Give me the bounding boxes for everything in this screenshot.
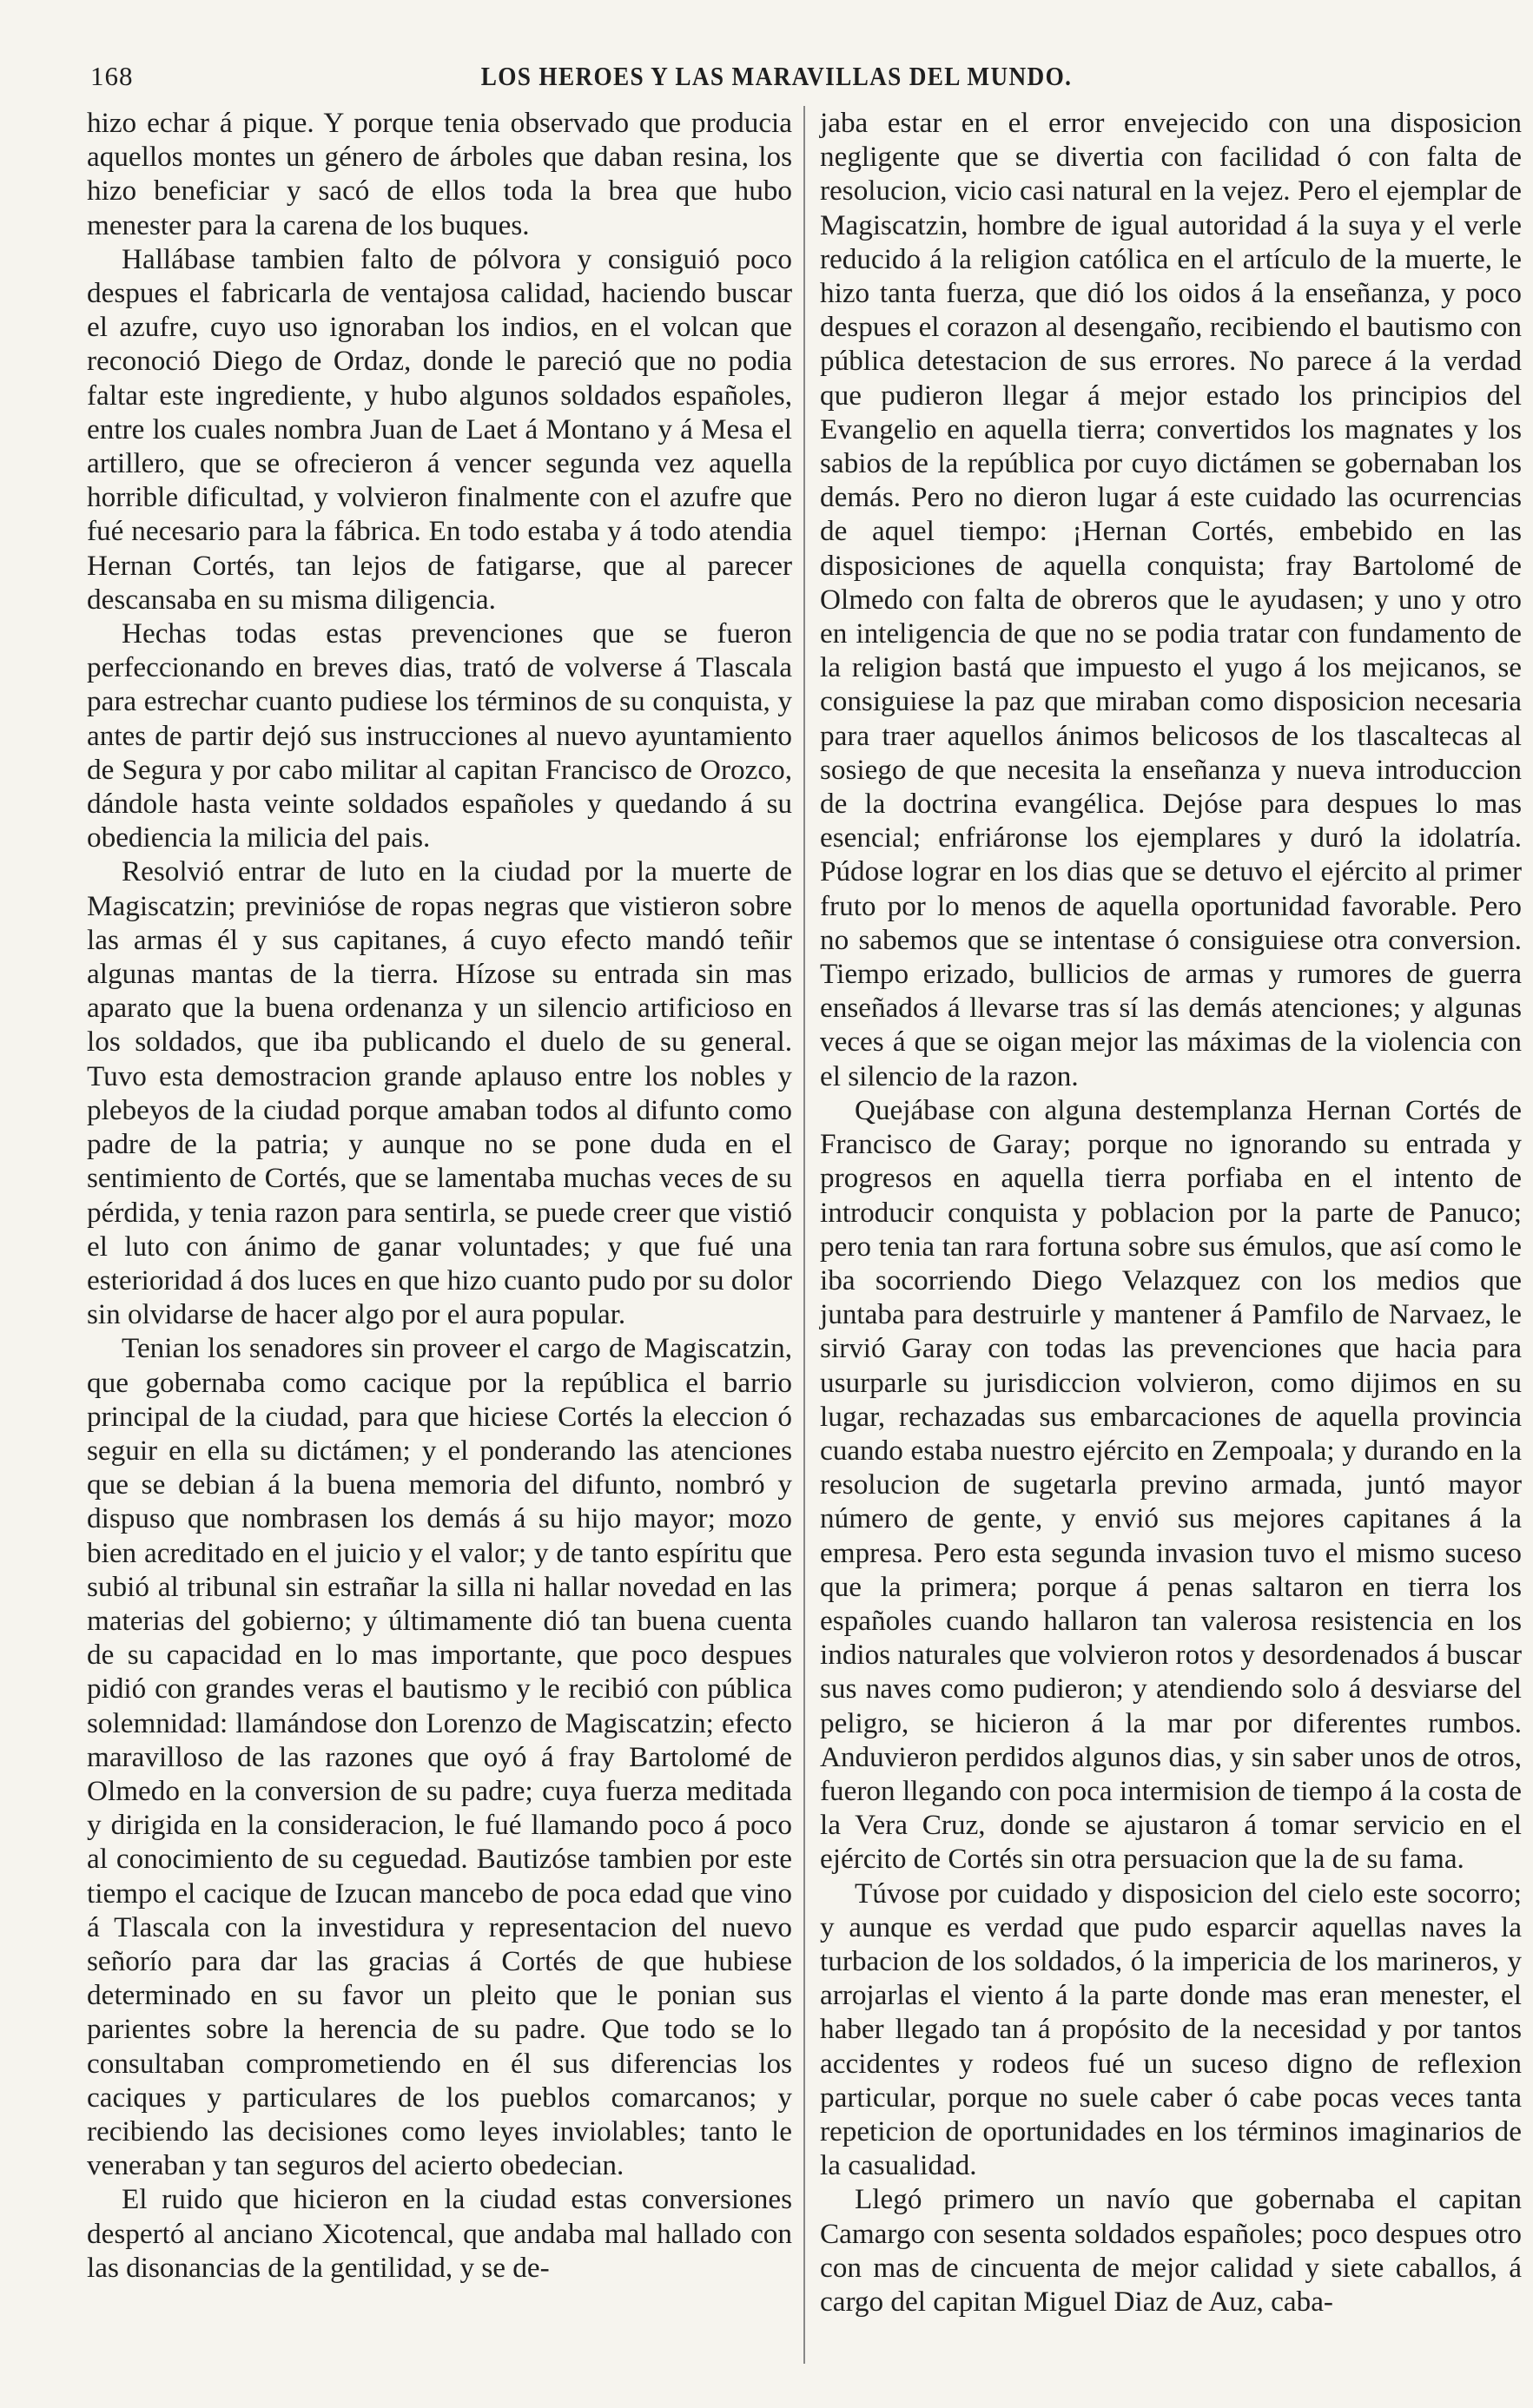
paragraph: El ruido que hicieron en la ciudad estas conversiones despertó al anciano Xicotencal, que andaba mal hallado con las disonancias de la gentilidad, y se de- — [87, 2183, 792, 2284]
running-title: LOS HEROES Y LAS MARAVILLAS DEL MUNDO. — [480, 61, 1073, 91]
paragraph: Llegó primero un navío que gobernaba el capitan Camargo con sesenta soldados españoles; poco despues otro con mas de cincuenta de mejor calidad y siete caballos, á cargo del capitan Miguel Diaz de Auz, caba- — [820, 2183, 1522, 2318]
paragraph: Hechas todas estas prevenciones que se fueron perfeccionando en breves dias, trató de volverse á Tlascala para estrechar cuanto pudiese los términos de su conquista, y antes de partir dejó sus instrucciones al nuevo ayuntamiento de Segura y por cabo militar al capitan Francisco de Orozco, dándole hasta veinte soldados españoles y quedando á su obediencia la milicia del pais. — [87, 617, 792, 854]
page-header — [90, 61, 1463, 97]
right-column — [820, 106, 1522, 2319]
paragraph: jaba estar en el error envejecido con una disposicion negligente que se divertia con facilidad ó con falta de resolucion, vicio casi natural en la vejez. Pero el ejemplar de Magiscatzin, hombre de igual autoridad á la suya y el verle reducido á la religion católica en el artículo de la muerte, le hizo tanta fuerza, que dió los oidos á la enseñanza, y poco despues el corazon al desengaño, recibiendo el bautismo con pública detestacion de sus errores. No parece á la verdad que pudieron llegar á mejor estado los principios del Evangelio en aquella tierra; convertidos los magnates y los sabios de la república por cuyo dictámen se gobernaban los demás. Pero no dieron lugar á este cuidado las ocurrencias de aquel tiempo: ¡Hernan Cortés, embebido en las disposiciones de aquella conquista; fray Bartolomé de Olmedo con falta de obreros que le ayudasen; y uno y otro en inteligencia de que no se podia tratar con fundamento de la religion bastá que impuesto el yugo á los mejicanos, se consiguiese la paz que miraban como disposicion necesaria para traer aquellos ánimos belicosos de los tlascaltecas al sosiego de que necesita la enseñanza y nueva introduccion de la doctrina evangélica. Dejóse para despues lo mas esencial; enfriáronse los ejemplares y duró la idolatría. Púdose lograr en los dias que se detuvo el ejército al primer fruto por lo menos de aquella oportunidad favorable. Pero no sabemos que se intentase ó consiguiese otra conversion. Tiempo erizado, bullicios de armas y rumores de guerra enseñados á llevarse tras sí las demás atenciones; y algunas veces á que se oigan mejor las máximas de la violencia con el silencio de la razon. — [820, 107, 1522, 1092]
paragraph: hizo echar á pique. Y porque tenia observado que producia aquellos montes un género de árboles que daban resina, los hizo beneficiar y sacó de ellos toda la brea que hubo menester para la carena de los buques. — [87, 107, 792, 241]
column-divider — [803, 106, 805, 2364]
paragraph: Túvose por cuidado y disposicion del cielo este socorro; y aunque es verdad que pudo esparcir aquellas naves la turbacion de los soldados, ó la impericia de los marineros, y arrojarlas el viento á la parte donde mas eran menester, el haber llegado tan á propósito de la necesidad y por tantos accidentes y rodeos fué un suceso digno de reflexion particular, porque no suele caber ó cabe pocas veces tanta repeticion de oportunidades en los términos imaginarios de la casualidad. — [820, 1877, 1522, 2182]
paragraph: Resolvió entrar de luto en la ciudad por la muerte de Magiscatzin; previnióse de ropas negras que vistieron sobre las armas él y sus capitanes, á cuyo efecto mandó teñir algunas mantas de la tierra. Hízose su entrada sin mas aparato que la buena ordenanza y un silencio artificioso en los soldados, que iba publicando el duelo de su general. Tuvo esta demostracion grande aplauso entre los nobles y plebeyos de la ciudad porque amaban todos al difunto como padre de la patria; y aunque no se pone duda en el sentimiento de Cortés, que se lamentaba muchas veces de su pérdida, y tenia razon para sentirla, se puede creer que vistió el luto con ánimo de ganar voluntades; y que fué una esterioridad á dos luces en que hizo cuanto pudo por su dolor sin olvidarse de hacer algo por el aura popular. — [87, 855, 792, 1331]
paragraph: Quejábase con alguna destemplanza Hernan Cortés de Francisco de Garay; porque no ignorando su entrada y progresos en aquella tierra porfiaba en el intento de introducir conquista y poblacion por la parte de Panuco; pero tenia tan rara fortuna sobre sus émulos, que así como le iba socorriendo Diego Velazquez con los medios que juntaba para destruirle y mantener á Pamfilo de Narvaez, le sirvió Garay con todas las prevenciones que hacia para usurparle su jurisdiccion volvieron, como dijimos en su lugar, rechazadas sus embarcaciones de aquella provincia cuando estaba nuestro ejército en Zempoala; y durando en la resolucion de sugetarla previno armada, juntó mayor número de gente, y envió sus mejores capitanes á la empresa. Pero esta segunda invasion tuvo el mismo suceso que la primera; porque á penas saltaron en tierra los españoles cuando hallaron tan valerosa resistencia en los indios naturales que volvieron rotos y desordenados á buscar sus naves como pudieron; y atendiendo solo á desviarse del peligro, se hicieron á la mar por diferentes rumbos. Anduvieron perdidos algunos dias, y sin saber unos de otros, fueron llegando con poca intermision de tiempo á la costa de la Vera Cruz, donde se ajustaron á tomar servicio en el ejército de Cortés sin otra persuacion que la de su fama. — [820, 1093, 1522, 1876]
left-column — [87, 106, 792, 2285]
paragraph: Hallábase tambien falto de pólvora y consiguió poco despues el fabricarla de ventajosa calidad, haciendo buscar el azufre, cuyo uso ignoraban los indios, en el volcan que reconoció Diego de Ordaz, donde le pareció que no podia faltar este ingrediente, y hubo algunos soldados españoles, entre los cuales nombra Juan de Laet á Montano y á Mesa el artillero, que se ofrecieron á vencer segunda vez aquella horrible dificultad, y volvieron finalmente con el azufre que fué necesario para la fábrica. En todo estaba y á todo atendia Hernan Cortés, tan lejos de fatigarse, que al parecer descansaba en su misma diligencia. — [87, 242, 792, 616]
paragraph: Tenian los senadores sin proveer el cargo de Magiscatzin, que gobernaba como cacique por la república el barrio principal de la ciudad, para que hiciese Cortés la eleccion ó seguir en ella su dictámen; y el ponderando las atenciones que se debian á la buena memoria del difunto, nombró y dispuso que nombrasen los demás á su hijo mayor; mozo bien acreditado en el juicio y el valor; y de tanto espíritu que subió al tribunal sin estrañar la silla ni hallar novedad en las materias del gobierno; y últimamente dió tan buena cuenta de su capacidad en lo mas importante, que poco despues pidió con grandes veras el bautismo y le recibió con pública solemnidad: llamándose don Lorenzo de Magiscatzin; efecto maravilloso de las razones que oyó á fray Bartolomé de Olmedo en la conversion de su padre; cuya fuerza meditada y dirigida en la consideracion, le fué llamando poco á poco al conocimiento de su ceguedad. Bautizóse tambien por este tiempo el cacique de Izucan mancebo de poca edad que vino á Tlascala con la investidura y representacion del nuevo señorío para dar las gracias á Cortés de que hubiese determinado en su favor un pleito que le ponian sus parientes sobre la herencia de su padre. Que todo se lo consultaban comprometiendo en él sus diferencias los caciques y particulares de los pueblos comarcanos; y recibiendo las decisiones como leyes inviolables; tanto le veneraban y tan seguros del acierto obedecian. — [87, 1332, 792, 2182]
page-number: 168 — [90, 61, 134, 91]
